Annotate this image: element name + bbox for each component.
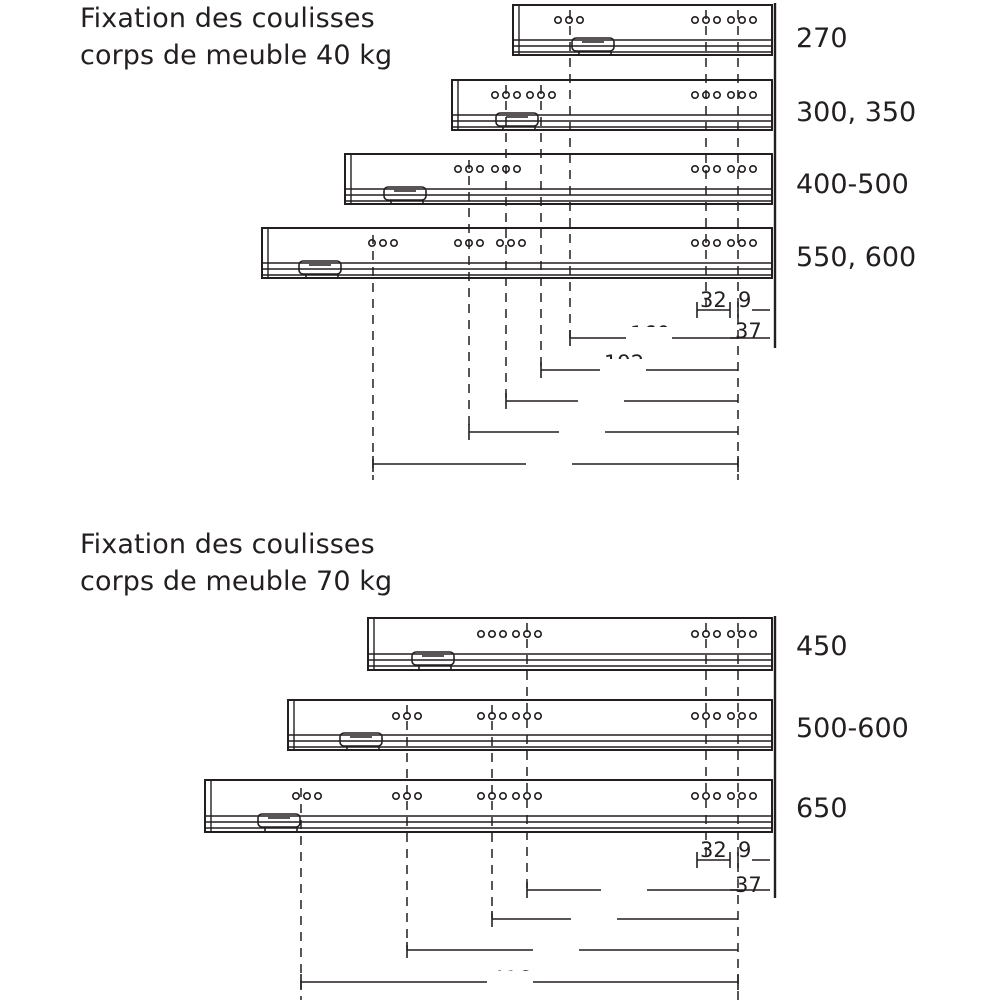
runner-size-label-400-500: 400-500 xyxy=(796,169,909,200)
runner-body-400-500 xyxy=(345,154,772,205)
runner-size-label-450: 450 xyxy=(796,631,848,662)
runner-body-500-600 xyxy=(288,700,772,751)
dimension-label-37-bottom: 37 xyxy=(735,873,762,897)
dimension-label-9-top: 9 xyxy=(738,288,752,312)
runner-size-label-300-350: 300, 350 xyxy=(796,97,917,128)
runner-body-650 xyxy=(205,780,772,832)
section-title-40kg-line1: Fixation des coulisses xyxy=(80,3,375,34)
runner-body-450 xyxy=(368,618,772,670)
section-title-70kg-line1: Fixation des coulisses xyxy=(80,529,375,560)
runner-body-270 xyxy=(513,5,772,56)
dimension-label-37-top: 37 xyxy=(735,319,762,343)
dimension-label-32-bottom: 32 xyxy=(700,838,727,862)
dimension-label-9-bottom: 9 xyxy=(738,838,752,862)
runner-size-label-500-600: 500-600 xyxy=(796,713,909,744)
dimension-label-32-top: 32 xyxy=(700,288,727,312)
runner-size-label-550-600: 550, 600 xyxy=(796,242,917,273)
runner-size-label-270: 270 xyxy=(796,23,848,54)
section-title-40kg-line2: corps de meuble 40 kg xyxy=(80,40,393,71)
section-title-70kg-line2: corps de meuble 70 kg xyxy=(80,566,393,597)
runner-body-300-350 xyxy=(452,80,772,131)
runner-body-550-600 xyxy=(262,228,772,279)
runner-size-label-650: 650 xyxy=(796,793,848,824)
